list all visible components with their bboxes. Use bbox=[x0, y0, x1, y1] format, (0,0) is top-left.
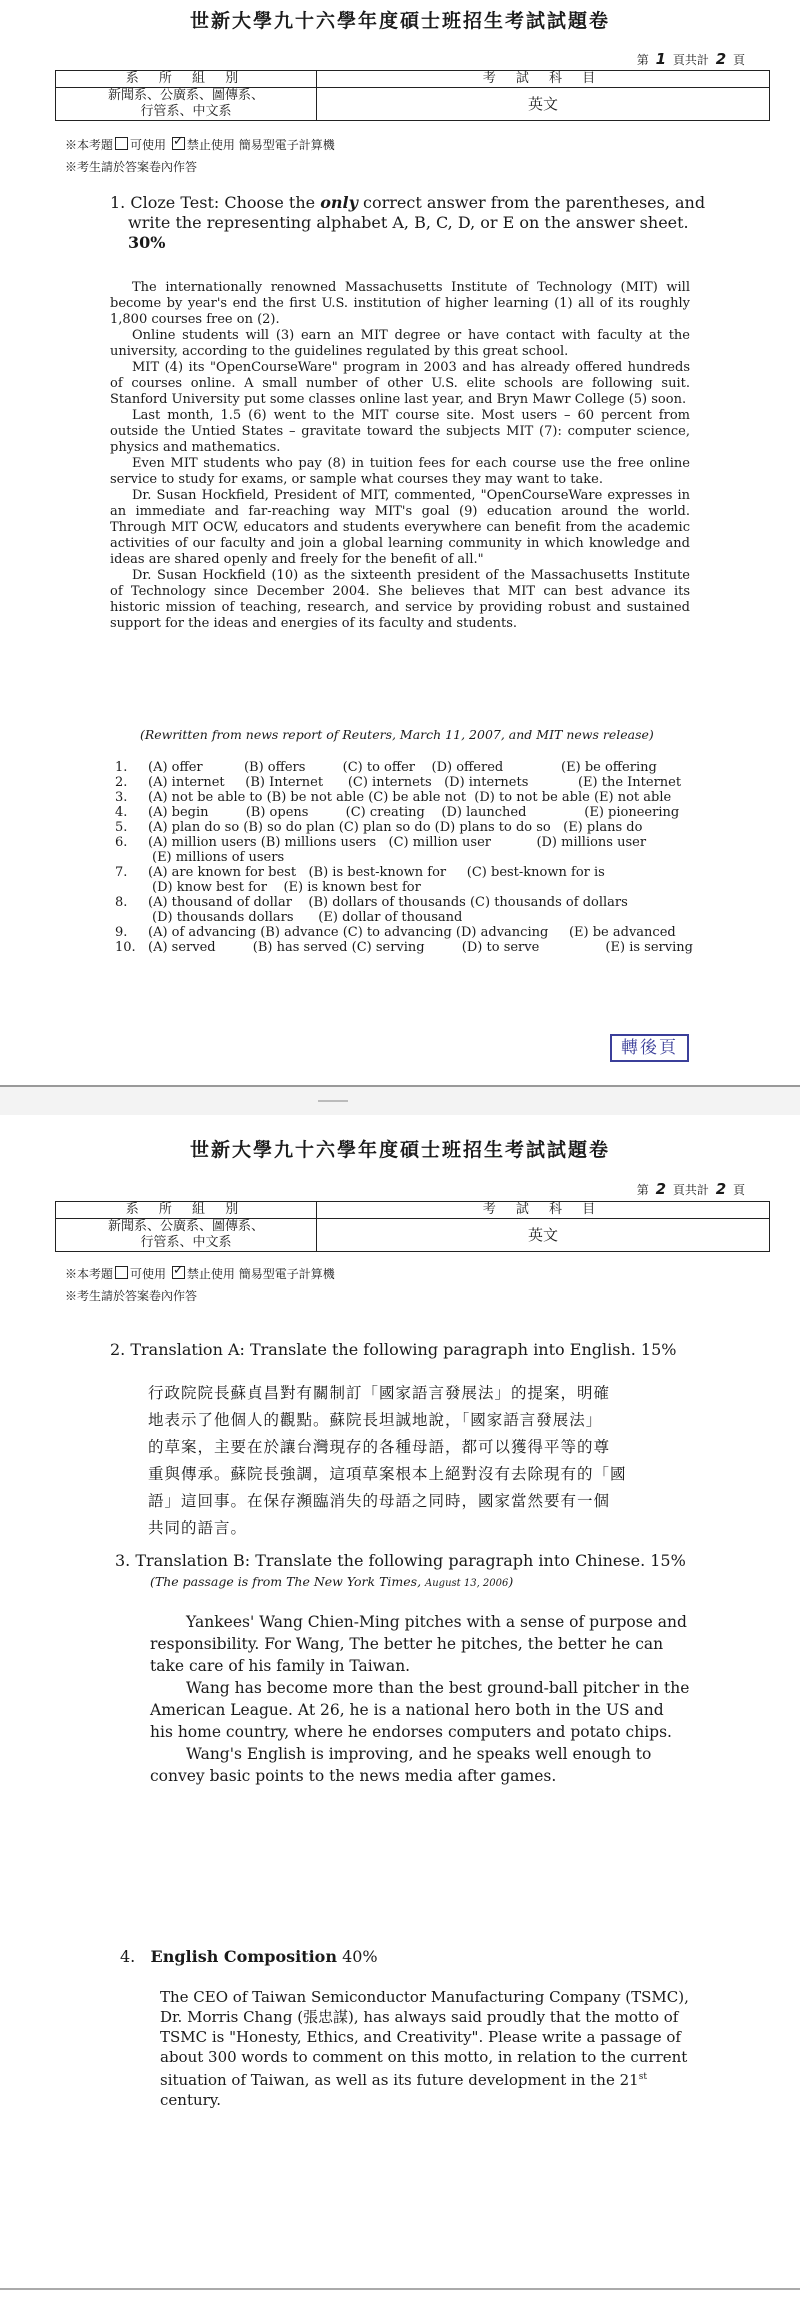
option-row: 7. (A) are known for best (B) is best-known for (C) best-known for is bbox=[115, 865, 605, 880]
q4-prompt: The CEO of Taiwan Semiconductor Manufacturing Company (TSMC), Dr. Morris Chang (張忠謀), has always said proudly that the motto of TSMC is "Honesty, Ethics, and Creativity". Please write a passage of about 300 words to comment on this motto, in relation to the current situation of Taiwan, as well as its future development in the 21st century. bbox=[160, 1988, 689, 2109]
q1-passage: The internationally renowned Massachusetts Institute of Technology (MIT) will become by year's end the first U.S. institution of higher learning (1) all of its roughly 1,800 courses free on (2). Online students will (3) earn an MIT degree or have contact with faculty at the university, according to the guidelines regulated by this great school. MIT (4) its "OpenCourseWare" program in 2003 and has already offered hundreds of courses online. A small number of other U.S. elite schools are following suit. Stanford University put some classes online last year, and Bryn Mawr College (5) soon. Last month, 1.5 (6) went to the MIT course site. Most users – 60 percent from outside the Untied States – gravitate toward the subjects MIT (7): computer science, physics and mathematics. Even MIT students who pay (8) in tuition fees for each course use the free online service to study for exams, or sample what courses they may want to take. Dr. Susan Hockfield, President of MIT, commented, "OpenCourseWare expresses in an immediate and far-reaching way MIT's goal (9) education around the world. Through MIT OCW, educators and students everywhere can benefit from the academic activities of our faculty and join a global learning community in which knowledge and ideas are shared openly and freely for the benefit of all." Dr. Susan Hockfield (10) as the sixteenth president of the Massachusetts Institute of Technology since December 2004. She believes that MIT can best advance its historic mission of teaching, research, and service by providing robust and sustained support for the ideas and energies of its faculty and students. bbox=[110, 280, 690, 631]
q2-title: 2. Translation A: Translate the following paragraph into English. 15% bbox=[110, 1340, 677, 1359]
chinese-line: 重與傳承。蘇院長強調，這項草案根本上絕對沒有去除現有的「國 bbox=[148, 1465, 627, 1483]
answer-note: ※考生請於答案卷內作答 bbox=[65, 160, 198, 174]
exam-info-table-2: 系 所 組 別 考 試 科 目 新聞系、公廣系、圖傳系、 行管系、中文系 英文 bbox=[55, 1201, 770, 1252]
dept-label: 系 所 組 別 bbox=[56, 71, 317, 88]
checkbox-forbidden bbox=[172, 137, 185, 150]
q1-options bbox=[115, 760, 715, 955]
option-row: 3. (A) not be able to (B) be not able (C) be able not (D) to not be able (E) not able bbox=[115, 790, 672, 805]
chinese-line: 共同的語言。 bbox=[148, 1519, 248, 1537]
page-bottom-rule bbox=[0, 2288, 800, 2290]
option-row: 6. (A) million users (B) millions users (C) million user (D) millions user bbox=[115, 835, 647, 850]
dept-value: 新聞系、公廣系、圖傳系、 行管系、中文系 bbox=[56, 88, 317, 121]
chinese-line: 語」這回事。在保存瀕臨消失的母語之同時，國家當然要有一個 bbox=[148, 1492, 611, 1510]
q3-title: 3. Translation B: Translate the following paragraph into Chinese. 15% bbox=[115, 1551, 686, 1570]
q2-chinese-passage bbox=[148, 1380, 693, 1542]
option-row: (D) know best for (E) is known best for bbox=[152, 880, 421, 895]
calculator-note-2: ※本考題 可使用 ✓ 禁止使用 簡易型電子計算機 bbox=[65, 1265, 335, 1282]
q4-title: 4. English Composition 40% bbox=[120, 1947, 378, 1966]
option-row: 4. (A) begin (B) opens (C) creating (D) launched (E) pioneering bbox=[115, 805, 680, 820]
q1-instructions: 1. Cloze Test: Choose the only correct answer from the parentheses, and write the representing alphabet A, B, C, D, or E on the answer sheet. 30% bbox=[110, 193, 706, 252]
q3-source: (The passage is from The New York Times, August 13, 2006) bbox=[150, 1574, 514, 1589]
option-row: (D) thousands dollars (E) dollar of thousand bbox=[152, 910, 463, 925]
page-number-2: 第 2 頁共計 2 頁 bbox=[636, 1180, 745, 1198]
option-row: (E) millions of users bbox=[152, 850, 285, 865]
exam-title-2: 世新大學九十六學年度碩士班招生考試試題卷 bbox=[189, 1139, 610, 1161]
calculator-note: ※本考題 可使用 ✓ 禁止使用 簡易型電子計算機 bbox=[65, 136, 335, 153]
q1-source: (Rewritten from news report of Reuters, March 11, 2007, and MIT news release) bbox=[140, 727, 654, 742]
page-separator bbox=[0, 1085, 800, 1117]
answer-note-2: ※考生請於答案卷內作答 bbox=[65, 1289, 198, 1303]
exam-title: 世新大學九十六學年度碩士班招生考試試題卷 bbox=[189, 10, 610, 32]
exam-page-2 bbox=[0, 1115, 800, 2300]
exam-page-1 bbox=[0, 0, 800, 1085]
subject-label: 考 試 科 目 bbox=[317, 71, 770, 88]
option-row: 2. (A) internet (B) Internet (C) internets (D) internets (E) the Internet bbox=[115, 775, 682, 790]
option-row: 1. (A) offer (B) offers (C) to offer (D) offered (E) be offering bbox=[115, 760, 657, 775]
exam-info-table bbox=[55, 70, 770, 121]
chinese-line: 地表示了他個人的觀點。蘇院長坦誠地說，「國家語言發展法」 bbox=[148, 1411, 603, 1429]
option-row: 5. (A) plan do so (B) so do plan (C) plan so do (D) plans to do so (E) plans do bbox=[115, 820, 643, 835]
option-row: 8. (A) thousand of dollar (B) dollars of thousands (C) thousands of dollars bbox=[115, 895, 628, 910]
q3-passage: Yankees' Wang Chien-Ming pitches with a sense of purpose and responsibility. For Wang, The better he pitches, the better he can take care of his family in Taiwan. Wang has become more than the best ground-ball pitcher in the American League. At 26, he is a national hero both in the US and his home country, where he endorses computers and potato chips. Wang's English is improving, and he speaks well enough to convey basic points to the news media after games. bbox=[150, 1613, 690, 1785]
option-row: 10. (A) served (B) has served (C) serving (D) to serve (E) is serving bbox=[115, 940, 693, 955]
page-number: 第 1 頁共計 2 頁 bbox=[636, 50, 745, 68]
turn-page-stamp: 轉後頁 bbox=[610, 1034, 689, 1062]
chinese-line: 的草案，主要在於讓台灣現存的各種母語，都可以獲得平等的尊 bbox=[148, 1438, 611, 1456]
subject-value: 英文 bbox=[317, 88, 770, 121]
page-separator-mark bbox=[318, 1100, 348, 1102]
chinese-line: 行政院院長蘇貞昌對有關制訂「國家語言發展法」的提案，明確 bbox=[148, 1384, 611, 1402]
checkbox-allowed bbox=[115, 137, 128, 150]
option-row: 9. (A) of advancing (B) advance (C) to advancing (D) advancing (E) be advanced bbox=[115, 925, 676, 940]
